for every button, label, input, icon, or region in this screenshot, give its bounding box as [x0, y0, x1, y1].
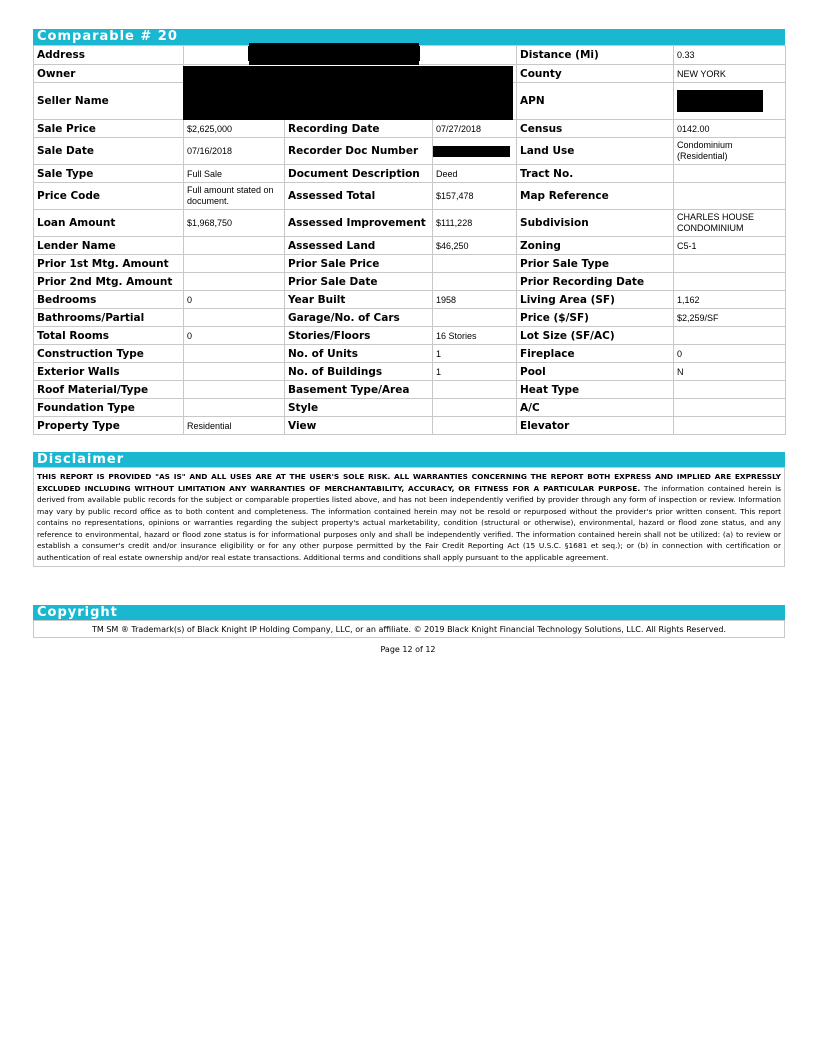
value-document-description: Deed [433, 165, 517, 183]
label-pool: Pool [517, 363, 674, 381]
label-recorder-doc-number: Recorder Doc Number [285, 138, 433, 165]
value-fireplace: 0 [674, 345, 786, 363]
value-sale-date: 07/16/2018 [184, 138, 285, 165]
label-year-built: Year Built [285, 291, 433, 309]
label-recording-date: Recording Date [285, 120, 433, 138]
label-prior-sale-date: Prior Sale Date [285, 273, 433, 291]
value-lender-name [184, 237, 285, 255]
value-zoning: C5-1 [674, 237, 786, 255]
label-prior-2nd-mtg-amount: Prior 2nd Mtg. Amount [34, 273, 184, 291]
table-row [34, 273, 786, 291]
value-heat-type [674, 381, 786, 399]
value-roof-material-type [184, 381, 285, 399]
label-seller-name: Seller Name [34, 83, 184, 120]
label-living-area-sf: Living Area (SF) [517, 291, 674, 309]
label-price-code: Price Code [34, 183, 184, 210]
value-prior-1st-mtg-amount [184, 255, 285, 273]
label-map-reference: Map Reference [517, 183, 674, 210]
value-map-reference [674, 183, 786, 210]
table-row [34, 399, 786, 417]
value-bedrooms: 0 [184, 291, 285, 309]
label-view: View [285, 417, 433, 435]
label-style: Style [285, 399, 433, 417]
label-county: County [517, 65, 674, 83]
table-row [34, 237, 786, 255]
label-total-rooms: Total Rooms [34, 327, 184, 345]
label-bedrooms: Bedrooms [34, 291, 184, 309]
table-row [34, 255, 786, 273]
disclaimer-text [33, 467, 785, 567]
table-row [34, 327, 786, 345]
label-price-sf: Price ($/SF) [517, 309, 674, 327]
label-sale-date: Sale Date [34, 138, 184, 165]
label-bathrooms-partial: Bathrooms/Partial [34, 309, 184, 327]
value-recording-date: 07/27/2018 [433, 120, 517, 138]
label-zoning: Zoning [517, 237, 674, 255]
page-number: Page 12 of 12 [380, 645, 436, 654]
redaction-block [249, 43, 419, 65]
value-a-c [674, 399, 786, 417]
value-prior-sale-type [674, 255, 786, 273]
table-row [34, 381, 786, 399]
table-row [34, 138, 786, 165]
label-elevator: Elevator [517, 417, 674, 435]
label-assessed-total: Assessed Total [285, 183, 433, 210]
comparable-header: Comparable # 20 [33, 29, 785, 45]
label-document-description: Document Description [285, 165, 433, 183]
label-address: Address [34, 46, 184, 65]
label-loan-amount: Loan Amount [34, 210, 184, 237]
value-county: NEW YORK [674, 65, 786, 83]
label-property-type: Property Type [34, 417, 184, 435]
label-garage-no-of-cars: Garage/No. of Cars [285, 309, 433, 327]
label-no-of-units: No. of Units [285, 345, 433, 363]
value-distance-mi: 0.33 [674, 46, 786, 65]
value-year-built: 1958 [433, 291, 517, 309]
label-lender-name: Lender Name [34, 237, 184, 255]
value-loan-amount: $1,968,750 [184, 210, 285, 237]
label-no-of-buildings: No. of Buildings [285, 363, 433, 381]
value-prior-2nd-mtg-amount [184, 273, 285, 291]
label-assessed-land: Assessed Land [285, 237, 433, 255]
value-garage-no-of-cars [433, 309, 517, 327]
label-prior-sale-type: Prior Sale Type [517, 255, 674, 273]
value-tract-no [674, 165, 786, 183]
value-property-type: Residential [184, 417, 285, 435]
label-apn: APN [517, 83, 674, 120]
label-fireplace: Fireplace [517, 345, 674, 363]
value-bathrooms-partial [184, 309, 285, 327]
disclaimer-header: Disclaimer [33, 452, 785, 468]
value-lot-size-sf-ac [674, 327, 786, 345]
value-recorder-doc-number [433, 138, 517, 165]
label-a-c: A/C [517, 399, 674, 417]
table-row [34, 309, 786, 327]
value-price-sf: $2,259/SF [674, 309, 786, 327]
value-stories-floors: 16 Stories [433, 327, 517, 345]
value-prior-sale-date [433, 273, 517, 291]
value-view [433, 417, 517, 435]
table-row [34, 345, 786, 363]
value-assessed-improvement: $111,228 [433, 210, 517, 237]
label-distance-mi: Distance (Mi) [517, 46, 674, 65]
table-row [34, 183, 786, 210]
value-elevator [674, 417, 786, 435]
value-pool: N [674, 363, 786, 381]
table-row [34, 210, 786, 237]
value-sale-type: Full Sale [184, 165, 285, 183]
label-tract-no: Tract No. [517, 165, 674, 183]
label-prior-sale-price: Prior Sale Price [285, 255, 433, 273]
disclaimer-bold-text: THIS REPORT IS PROVIDED "AS IS" AND ALL USES ARE AT THE USER'S SOLE RISK. ALL WARRANTIES CONCERNING THE REPORT BOTH EXPRESS AND IMPLIED ARE EXPRESSLY EXCLUDED INCLUDING WITHOUT LIMITATION ANY WARRANTIES OF MERCHANTABILITY, ACCURACY, OR FITNESS FOR A PARTICULAR PURPOSE. [37, 472, 781, 493]
label-owner: Owner [34, 65, 184, 83]
table-row [34, 120, 786, 138]
label-roof-material-type: Roof Material/Type [34, 381, 184, 399]
label-sale-price: Sale Price [34, 120, 184, 138]
value-foundation-type [184, 399, 285, 417]
value-price-code: Full amount stated on document. [184, 183, 285, 210]
value-census: 0142.00 [674, 120, 786, 138]
label-prior-recording-date: Prior Recording Date [517, 273, 674, 291]
label-stories-floors: Stories/Floors [285, 327, 433, 345]
copyright-header: Copyright [33, 605, 785, 621]
value-land-use: Condominium (Residential) [674, 138, 786, 165]
value-no-of-units: 1 [433, 345, 517, 363]
value-prior-sale-price [433, 255, 517, 273]
label-exterior-walls: Exterior Walls [34, 363, 184, 381]
value-exterior-walls [184, 363, 285, 381]
table-row [34, 291, 786, 309]
disclaimer-body-text: The information contained herein is derived from available public records for the subject or comparable properties listed above, and has not been independently verified by provider through any form of inspection or review. Information may vary by public record office as to both content and completeness. The information contained herein may not be resold or repurposed without the provider's prior written consent. This report contains no representations, opinions or warranties regarding the subject property's actual marketability, condition (structural or otherwise), environmental, hazard or flood zone status, and any reference to environmental, hazard or flood zone status is for informational purposes only and shall be independently verified. The information contained herein shall not be utilized: (a) to review or establish a consumer's credit and/or insurance eligibility or for any other purpose permitted by the Fair Credit Reporting Act (15 U.S.C. §1681 et seq.); or (b) in connection with certification or authentication of real estate ownership and/or real estate transactions. Additional terms and conditions shall apply pursuant to the applicable agreement. [37, 483, 782, 562]
table-row [34, 417, 786, 435]
label-prior-1st-mtg-amount: Prior 1st Mtg. Amount [34, 255, 184, 273]
value-assessed-total: $157,478 [433, 183, 517, 210]
value-prior-recording-date [674, 273, 786, 291]
value-no-of-buildings: 1 [433, 363, 517, 381]
value-style [433, 399, 517, 417]
label-land-use: Land Use [517, 138, 674, 165]
value-construction-type [184, 345, 285, 363]
label-foundation-type: Foundation Type [34, 399, 184, 417]
label-heat-type: Heat Type [517, 381, 674, 399]
label-subdivision: Subdivision [517, 210, 674, 237]
label-construction-type: Construction Type [34, 345, 184, 363]
value-assessed-land: $46,250 [433, 237, 517, 255]
label-census: Census [517, 120, 674, 138]
table-row [34, 165, 786, 183]
copyright-text: TM SM ® Trademark(s) of Black Knight IP Holding Company, LLC, or an affiliate. © 2019 Black Knight Financial Technology Solutions, LLC. All Rights Reserved. [33, 620, 785, 638]
label-assessed-improvement: Assessed Improvement [285, 210, 433, 237]
value-apn [674, 83, 786, 120]
label-lot-size-sf-ac: Lot Size (SF/AC) [517, 327, 674, 345]
label-sale-type: Sale Type [34, 165, 184, 183]
value-sale-price: $2,625,000 [184, 120, 285, 138]
value-living-area-sf: 1,162 [674, 291, 786, 309]
value-basement-type-area [433, 381, 517, 399]
table-row [34, 363, 786, 381]
redaction-block [433, 146, 511, 157]
value-total-rooms: 0 [184, 327, 285, 345]
redaction-block [677, 90, 763, 112]
value-subdivision: CHARLES HOUSE CONDOMINIUM [674, 210, 786, 237]
redaction-block [183, 110, 283, 120]
label-basement-type-area: Basement Type/Area [285, 381, 433, 399]
